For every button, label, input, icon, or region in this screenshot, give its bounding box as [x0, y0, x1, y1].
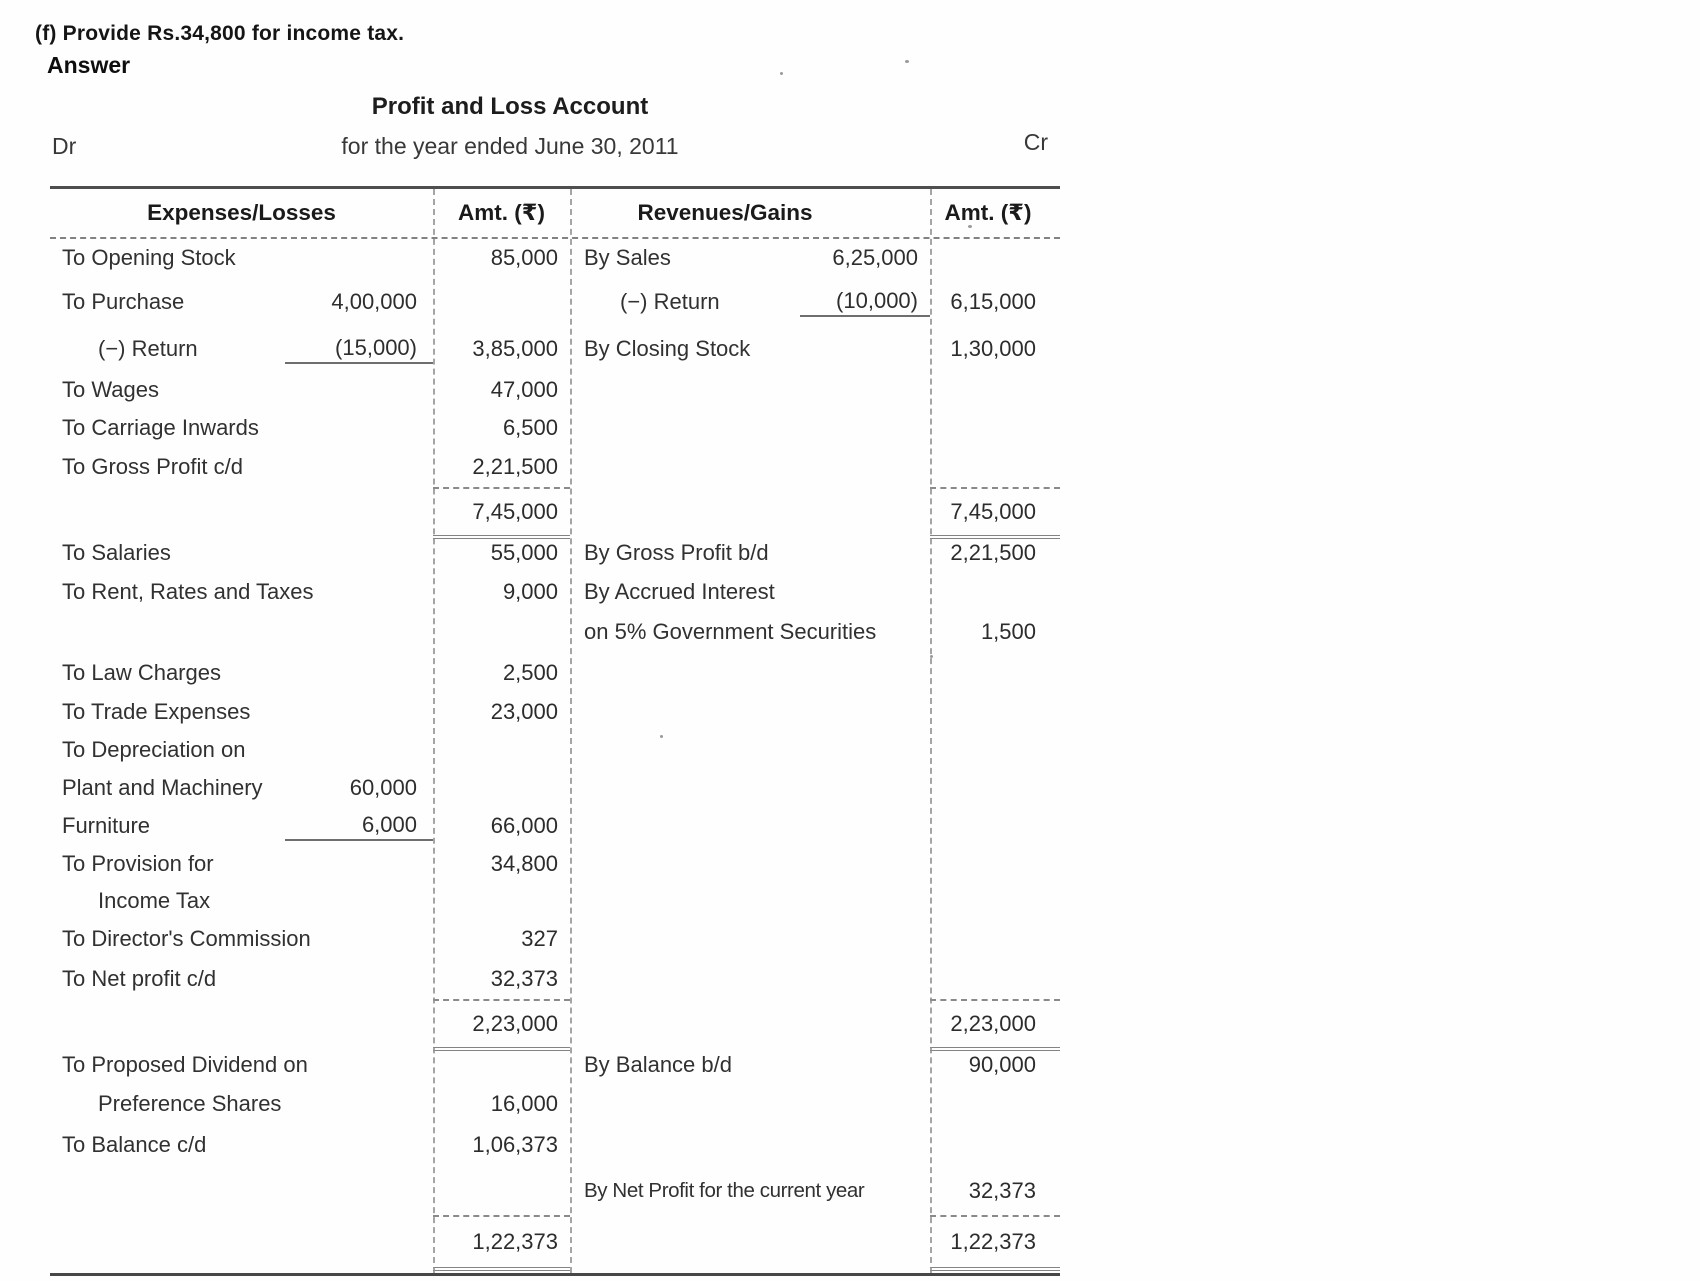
revenue-label: (−) Return [620, 289, 720, 314]
expense-amount: 32,373 [490, 966, 558, 991]
expense-label: To Proposed Dividend on [62, 1052, 308, 1077]
revenue-amount: 32,373 [968, 1178, 1036, 1203]
total-row [50, 487, 1060, 533]
table-row [50, 573, 1060, 611]
table-row [50, 1045, 1060, 1085]
expense-amount: 47,000 [490, 377, 558, 402]
expense-label: To Rent, Rates and Taxes [62, 579, 314, 604]
expense-amount: 1,06,373 [472, 1132, 558, 1157]
profit-loss-table [50, 186, 1060, 1276]
revenue-subamount: 6,25,000 [832, 245, 918, 270]
table-row [50, 731, 1060, 769]
revenue-label: By Balance b/d [584, 1052, 732, 1077]
amount-left-header: Amt. (₹) [458, 200, 545, 225]
table-row [50, 959, 1060, 999]
revenue-label: By Sales [584, 245, 671, 270]
expense-label: To Trade Expenses [62, 699, 251, 724]
period-subtitle: for the year ended June 30, 2011 [341, 133, 679, 159]
expense-subamount: 4,00,000 [331, 289, 417, 314]
account-title: Profit and Loss Account [371, 93, 649, 120]
revenues-header: Revenues/Gains [637, 200, 813, 225]
table-row [50, 883, 1060, 919]
total-row [50, 999, 1060, 1045]
condition-text: (f) Provide Rs.34,800 for income tax. [35, 22, 405, 45]
expense-amount: 55,000 [490, 540, 558, 565]
revenue-label: By Net Profit for the current year [584, 1179, 865, 1202]
table-row [50, 533, 1060, 573]
revenue-amount: 1,30,000 [950, 336, 1036, 361]
revenue-label: on 5% Government Securities [584, 619, 877, 644]
column-divider [433, 189, 435, 1273]
column-divider [930, 189, 932, 1273]
table-header-row [50, 189, 1060, 239]
scan-speck [905, 60, 909, 63]
scan-speck [660, 735, 663, 738]
expense-label: (−) Return [98, 336, 198, 361]
expense-label: To Law Charges [62, 660, 221, 685]
revenue-label: By Gross Profit b/d [584, 540, 769, 565]
expense-label: Income Tax [98, 888, 211, 913]
expense-label: To Gross Profit c/d [62, 454, 243, 479]
revenue-subamount: (10,000) [800, 288, 930, 317]
revenue-amount: 90,000 [968, 1052, 1036, 1077]
expense-label: To Provision for [62, 851, 214, 876]
expense-label: To Purchase [62, 289, 185, 314]
expense-label: Plant and Machinery [62, 775, 263, 800]
table-row [50, 1167, 1060, 1215]
expense-label: To Director's Commission [62, 926, 311, 951]
expense-label: Preference Shares [98, 1091, 282, 1116]
revenue-amount: 2,21,500 [950, 540, 1036, 565]
expense-label: To Wages [62, 377, 160, 402]
table-row [50, 371, 1060, 409]
expense-label: To Salaries [62, 540, 171, 565]
expense-amount: 34,800 [490, 851, 558, 876]
revenue-amount: 1,500 [980, 619, 1036, 644]
dr-label: Dr [52, 133, 77, 159]
expense-amount: 85,000 [490, 245, 558, 270]
expense-label: To Opening Stock [62, 245, 236, 270]
expense-label: To Depreciation on [62, 737, 246, 762]
table-row [50, 239, 1060, 277]
table-row [50, 447, 1060, 487]
expense-amount: 16,000 [490, 1091, 558, 1116]
cr-label: Cr [1023, 129, 1048, 155]
amount-right-header: Amt. (₹) [944, 200, 1032, 225]
expense-subamount: 6,000 [285, 812, 433, 841]
expense-amount: 23,000 [490, 699, 558, 724]
table-row [50, 653, 1060, 693]
expense-label: To Balance c/d [62, 1132, 207, 1157]
table-row [50, 1085, 1060, 1123]
table-row [50, 1123, 1060, 1167]
total-amount-right: 7,45,000 [930, 487, 1060, 539]
expense-amount: 9,000 [502, 579, 558, 604]
expense-amount: 2,500 [502, 660, 558, 685]
table-row [50, 611, 1060, 653]
table-row [50, 327, 1060, 371]
total-amount-left: 1,22,373 [433, 1215, 570, 1271]
expense-amount: 327 [521, 926, 558, 951]
total-amount-left: 2,23,000 [433, 999, 570, 1051]
expense-amount: 66,000 [490, 813, 558, 838]
scan-speck [930, 655, 933, 658]
revenue-amount: 6,15,000 [950, 289, 1036, 314]
expense-subamount: (15,000) [285, 335, 433, 364]
answer-label: Answer [47, 52, 131, 78]
expense-label: To Net profit c/d [62, 966, 217, 991]
table-row [50, 693, 1060, 731]
total-amount-right: 2,23,000 [930, 999, 1060, 1051]
table-row [50, 409, 1060, 447]
expense-amount: 2,21,500 [472, 454, 558, 479]
column-divider [570, 189, 572, 1273]
expense-label: To Carriage Inwards [62, 415, 259, 440]
table-row [50, 919, 1060, 959]
table-row [50, 807, 1060, 845]
table-row [50, 277, 1060, 327]
expenses-header: Expenses/Losses [147, 200, 336, 225]
total-amount-right: 1,22,373 [930, 1215, 1060, 1271]
expense-subamount: 60,000 [349, 775, 417, 800]
total-row [50, 1215, 1060, 1265]
expense-label: Furniture [62, 813, 151, 838]
scan-speck [780, 72, 783, 75]
total-amount-left: 7,45,000 [433, 487, 570, 539]
scan-speck [968, 225, 972, 228]
table-row [50, 769, 1060, 807]
account-subheader [50, 129, 1060, 165]
revenue-label: By Accrued Interest [584, 579, 775, 604]
expense-amount: 6,500 [502, 415, 558, 440]
revenue-label: By Closing Stock [584, 336, 751, 361]
table-row [50, 845, 1060, 883]
expense-amount: 3,85,000 [472, 336, 558, 361]
